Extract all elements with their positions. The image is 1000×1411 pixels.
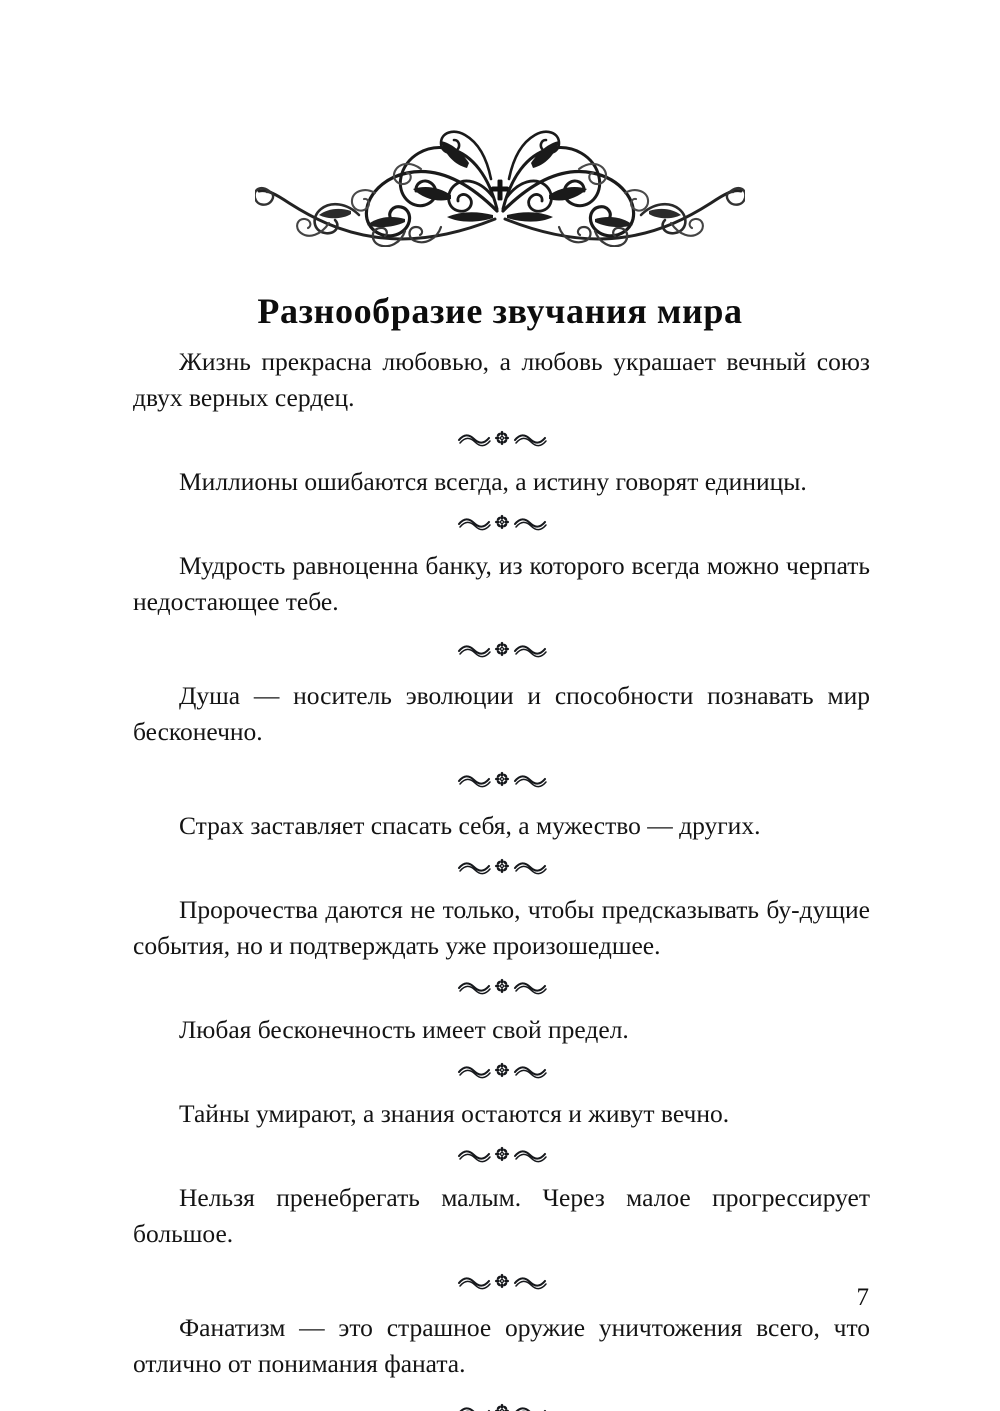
page-title: Разнообразие звучания мира xyxy=(257,291,743,332)
aphorism-6: Пророчества даются не только, чтобы предсказывать бу-дущие события, но и подтверждать уже произошедшее. xyxy=(133,895,870,960)
aphorism-7: Любая бесконечность имеет свой предел. xyxy=(179,1015,629,1044)
ornamental-separator xyxy=(133,1059,870,1085)
aphorism-1: Жизнь прекрасна любовью, а любовь украшает вечный союз двух верных сердец. xyxy=(133,347,870,412)
ornamental-separator xyxy=(133,975,870,1001)
ornamental-separator xyxy=(133,427,870,453)
ornamental-separator xyxy=(133,855,870,881)
aphorism-5: Страх заставляет спасать себя, а мужество — других. xyxy=(179,811,761,840)
text-column xyxy=(133,344,870,1411)
ornamental-separator xyxy=(133,1270,870,1296)
aphorism-3: Мудрость равноценна банку, из которого всегда можно черпать недостающее тебе. xyxy=(133,551,870,616)
aphorism-8: Тайны умирают, а знания остаются и живут вечно. xyxy=(179,1099,730,1128)
ornamental-separator xyxy=(133,638,870,664)
filigree-flourish-ornament xyxy=(0,118,1000,248)
aphorism-4: Душа — носитель эволюции и способности познавать мир бесконечно. xyxy=(133,681,870,746)
ornamental-separator xyxy=(133,1143,870,1169)
ornamental-separator xyxy=(133,511,870,537)
page-number: 7 xyxy=(856,1284,869,1311)
ornamental-separator xyxy=(133,768,870,794)
ornamental-separator xyxy=(133,1400,870,1411)
aphorism-9: Нельзя пренебрегать малым. Через малое прогрессирует большое. xyxy=(133,1183,870,1248)
aphorism-2: Миллионы ошибаются всегда, а истину говорят единицы. xyxy=(179,467,807,496)
aphorism-10: Фанатизм — это страшное оружие уничтожения всего, что отлично от понимания фаната. xyxy=(133,1313,870,1378)
